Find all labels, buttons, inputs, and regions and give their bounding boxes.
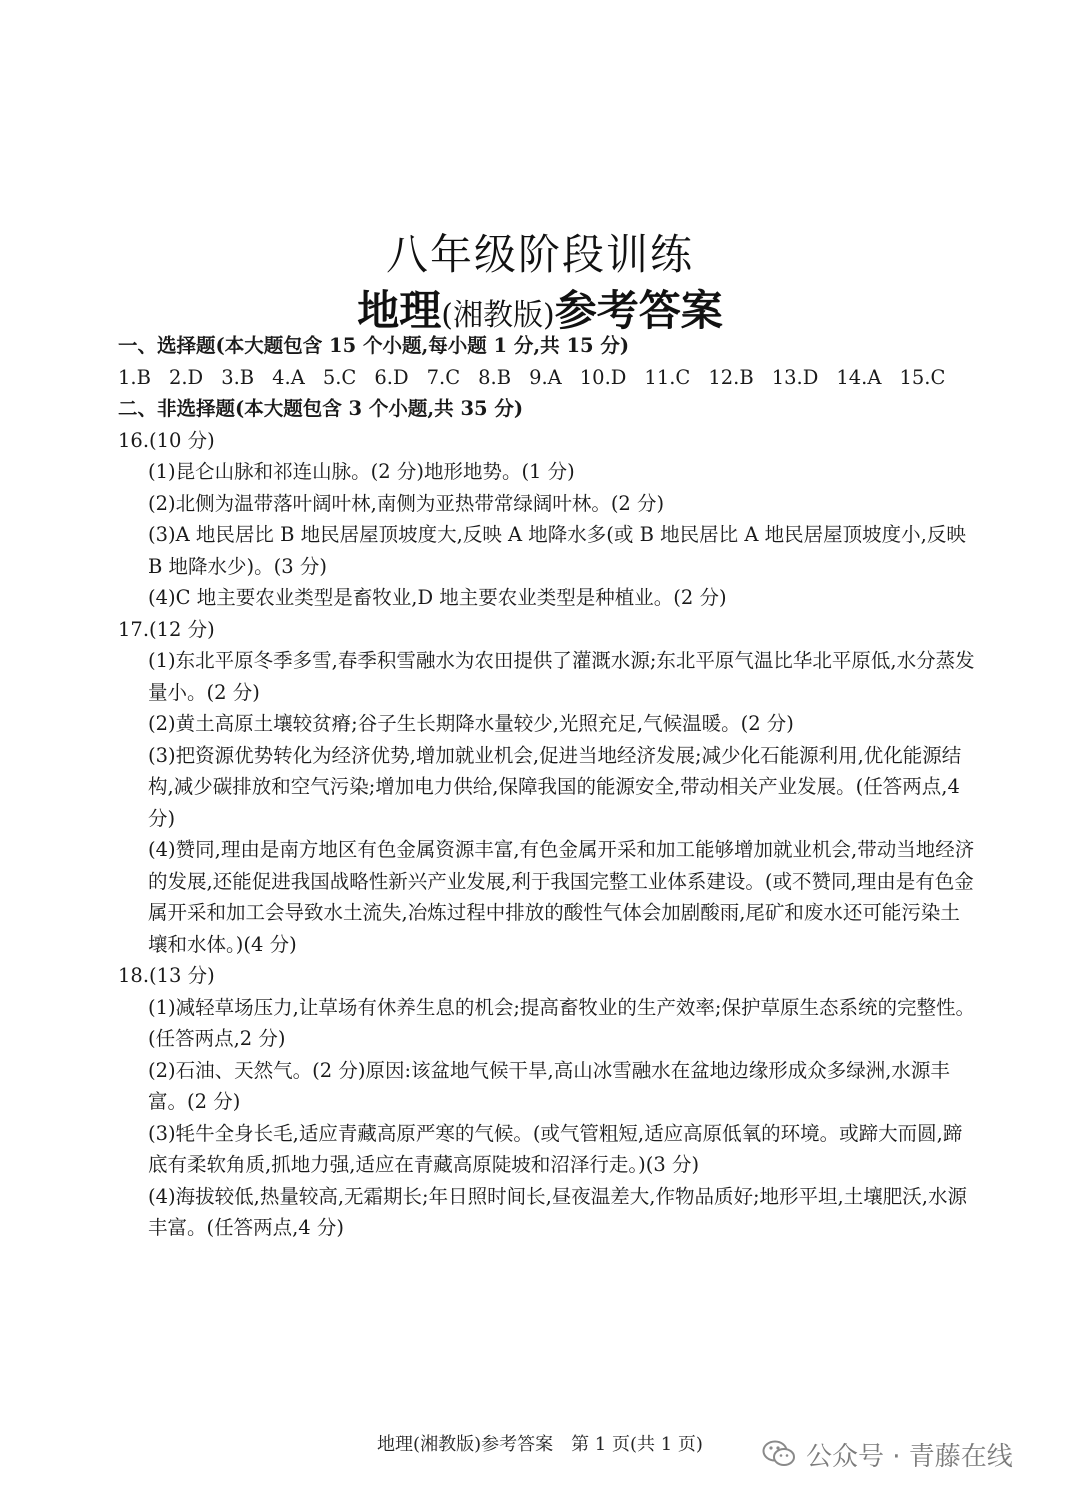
- q17-item-1: (1)东北平原冬季多雪,春季积雪融水为农田提供了灌溉水源;东北平原气温比华北平原低,水分蒸发量小。(2 分): [148, 649, 975, 704]
- q18-label: 18.(13 分): [118, 964, 215, 987]
- title-edition: (湘教版): [441, 298, 555, 333]
- answer-content: [118, 330, 978, 1244]
- mc-answer: 14.A: [836, 365, 882, 389]
- q17-item-2: (2)黄土高原土壤较贫瘠;谷子生长期降水量较少,光照充足,气候温暖。(2 分): [148, 712, 794, 735]
- q17-label: 17.(12 分): [118, 617, 215, 641]
- q16-item-4: (4)C 地主要农业类型是畜牧业,D 地主要农业类型是种植业。(2 分): [148, 586, 727, 609]
- watermark: [762, 1436, 1013, 1472]
- page-title-line2: [0, 278, 1080, 338]
- mc-answer: 8.B: [478, 365, 512, 389]
- watermark-text: 公众号 · 青藤在线: [806, 1441, 1013, 1472]
- q18-item-1: (1)减轻草场压力,让草场有休养生息的机会;提高畜牧业的生产效率;保护草原生态系统的完整性。(任答两点,2 分): [148, 995, 975, 1050]
- mc-answer: 2.D: [168, 365, 204, 389]
- mc-answer: 3.B: [221, 365, 255, 389]
- q16-item-1: (1)昆仑山脉和祁连山脉。(2 分)地形地势。(1 分): [148, 460, 575, 483]
- q18-item-3: (3)牦牛全身长毛,适应青藏高原严寒的气候。(或气管粗短,适应高原低氧的环境。或蹄大而圆,蹄底有柔软角质,抓地力强,适应在青藏高原陡坡和沼泽行走。)(3 分): [148, 1121, 963, 1176]
- section1-heading: 一、选择题(本大题包含 15 个小题,每小题 1 分,共 15 分): [118, 334, 630, 357]
- q18-item-4: (4)海拔较低,热量较高,无霜期长;年日照时间长,昼夜温差大,作物品质好;地形平坦,土壤肥沃,水源丰富。(任答两点,4 分): [148, 1184, 967, 1239]
- mc-answer: 6.D: [374, 365, 409, 389]
- mc-answer: 9.A: [529, 365, 562, 389]
- q18-item-2: (2)石油、天然气。(2 分)原因:该盆地气候干旱,高山冰雪融水在盆地边缘形成众多绿洲,水源丰富。(2 分): [148, 1058, 950, 1113]
- mc-answer: 11.C: [644, 365, 691, 389]
- mc-answer: 10.D: [579, 365, 627, 389]
- mc-answer: 15.C: [899, 365, 946, 389]
- mc-answer: 13.D: [771, 365, 819, 389]
- q16-item-3: (3)A 地民居比 B 地民居屋顶坡度大,反映 A 地降水多(或 B 地民居比 A 地民居屋顶坡度小,反映 B 地降水少)。(3 分): [148, 523, 966, 578]
- page-footer: 地理(湘教版)参考答案 第 1 页(共 1 页): [377, 1434, 703, 1455]
- wechat-icon: [762, 1439, 796, 1469]
- mc-answer: 4.A: [272, 365, 305, 389]
- page-title-line1: 八年级阶段训练: [385, 230, 694, 279]
- title-subject: 地理: [357, 286, 442, 335]
- multiple-choice-answers: [118, 362, 978, 394]
- q17-item-3: (3)把资源优势转化为经济优势,增加就业机会,促进当地经济发展;减少化石能源利用,优化能源结构,减少碳排放和空气污染;增加电力供给,保障我国的能源安全,带动相关产业发展。(任答两点,4 分): [148, 743, 962, 830]
- mc-answer: 7.C: [426, 365, 461, 389]
- q17-item-4: (4)赞同,理由是南方地区有色金属资源丰富,有色金属开采和加工能够增加就业机会,带动当地经济的发展,还能促进我国战略性新兴产业发展,利于我国完整工业体系建设。(或不赞同,理由是有色金属开采和加工会导致水土流失,冶炼过程中排放的酸性气体会加剧酸雨,尾矿和废水还可能污染土壤和水体。)(4 分): [148, 838, 975, 956]
- mc-answer: 5.C: [322, 365, 357, 389]
- title-suffix: 参考答案: [554, 286, 723, 335]
- mc-answer: 1.B: [118, 365, 151, 389]
- q16-item-2: (2)北侧为温带落叶阔叶林,南侧为亚热带常绿阔叶林。(2 分): [148, 491, 665, 515]
- mc-answer: 12.B: [708, 365, 754, 389]
- q16-label: 16.(10 分): [118, 428, 215, 452]
- section2-heading: 二、非选择题(本大题包含 3 个小题,共 35 分): [118, 397, 524, 420]
